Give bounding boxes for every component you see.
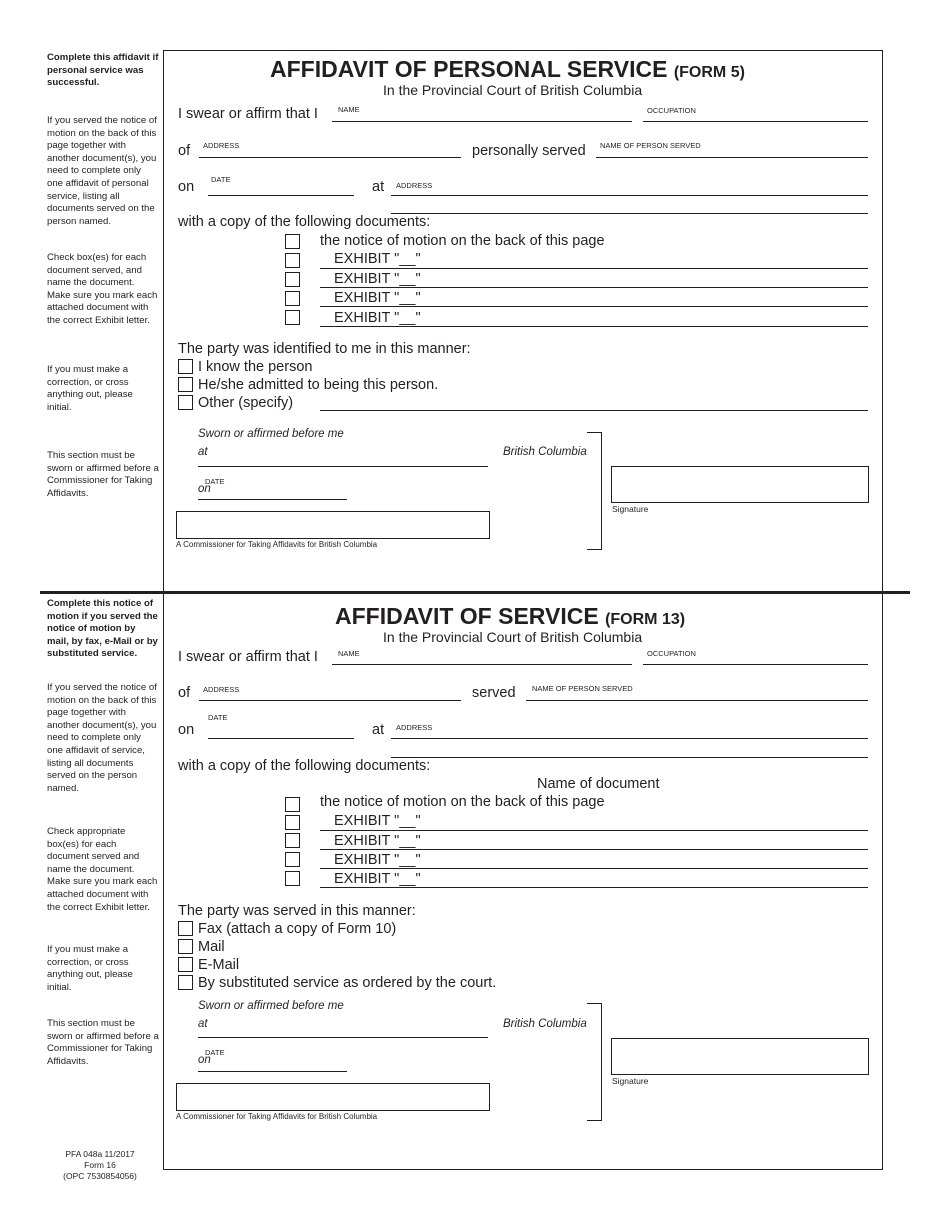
form5-date-field[interactable]	[208, 195, 354, 196]
form5-notice-label: the notice of motion on the back of this page	[320, 233, 605, 249]
form5-title-text: AFFIDAVIT OF PERSONAL SERVICE	[270, 56, 668, 82]
frame-right-top	[882, 50, 883, 591]
form5-notice-checkbox[interactable]	[285, 234, 300, 249]
form5-of-label: of	[178, 143, 191, 159]
form5-exhibit-label: EXHIBIT "__"	[334, 310, 421, 326]
form-code-footer	[45, 1149, 155, 1182]
form5-address-field[interactable]	[199, 157, 461, 158]
form5-sworn-at-label: at	[198, 446, 208, 458]
form5-name-label: NAME	[338, 105, 360, 114]
sidebar-top-p2: Check box(es) for each document served, and name the document. Make sure you mark each attached document with the correct Exhibit letter.	[47, 252, 158, 326]
form5-form-number: (FORM 5)	[673, 64, 745, 81]
form5-title	[270, 56, 745, 83]
sidebar-bottom-p1: If you served the notice of motion on the back of this page together with another document(s), you need to complete only one affidavit of service, listing all documents served on the person named.	[47, 682, 157, 794]
form5-manner-option: He/she admitted to being this person.	[198, 377, 439, 393]
form5-manner-heading: The party was identified to me in this manner:	[178, 341, 471, 357]
form5-signature-label: Signature	[612, 504, 649, 514]
form13-manner-option: By substituted service as ordered by the court.	[198, 975, 497, 991]
footer-line-3: (OPC 7530854056)	[63, 1171, 137, 1181]
form13-served-label: served	[472, 685, 516, 701]
form5-swear-label: I swear or affirm that I	[178, 106, 318, 122]
form13-title	[335, 603, 685, 630]
section-divider	[40, 591, 910, 594]
form13-service-address-field[interactable]	[391, 738, 868, 739]
form13-sworn-at-field[interactable]	[198, 1037, 488, 1038]
form13-exhibit-checkbox[interactable]	[285, 871, 300, 886]
form13-occupation-field[interactable]	[643, 664, 868, 665]
form13-exhibit-checkbox[interactable]	[285, 852, 300, 867]
form13-at-label: at	[372, 722, 385, 738]
footer-line-1: PFA 048a 11/2017	[65, 1149, 135, 1159]
sidebar-bottom-p3: If you must make a correction, or cross anything out, please initial.	[47, 944, 133, 993]
form13-sworn-on-label: on	[198, 1054, 211, 1066]
form13-signature-box[interactable]	[611, 1038, 869, 1075]
form5-exhibit-checkbox[interactable]	[285, 310, 300, 325]
form13-commissioner-box[interactable]	[176, 1083, 490, 1111]
form5-commissioner-label: A Commissioner for Taking Affidavits for British Columbia	[176, 540, 378, 549]
form13-manner-checkbox[interactable]	[178, 939, 193, 954]
form13-copy-label: with a copy of the following documents:	[178, 758, 431, 774]
form13-sworn-date-label: DATE	[205, 1048, 225, 1057]
form13-commissioner-label: A Commissioner for Taking Affidavits for British Columbia	[176, 1112, 378, 1121]
sidebar-bottom-intro: Complete this notice of motion if you served the notice of motion by mail, by fax, e-Mail or by substituted service.	[47, 598, 158, 660]
form13-manner-checkbox[interactable]	[178, 921, 193, 936]
form13-address-label: ADDRESS	[203, 685, 240, 694]
form13-exhibit-label: EXHIBIT "__"	[334, 852, 421, 868]
form13-exhibit-field[interactable]	[320, 868, 868, 869]
form5-commissioner-box[interactable]	[176, 511, 490, 539]
form5-exhibit-checkbox[interactable]	[285, 253, 300, 268]
form13-exhibit-field[interactable]	[320, 849, 868, 850]
form13-title-text: AFFIDAVIT OF SERVICE	[335, 603, 599, 629]
form13-name-of-document: Name of document	[537, 776, 660, 792]
form5-sworn-label: Sworn or affirmed before me	[198, 428, 344, 440]
form13-manner-checkbox[interactable]	[178, 975, 193, 990]
form13-on-label: on	[178, 722, 195, 738]
form5-manner-checkbox[interactable]	[178, 395, 193, 410]
form5-address-label: ADDRESS	[203, 141, 240, 150]
form13-exhibit-checkbox[interactable]	[285, 833, 300, 848]
form13-notice-label: the notice of motion on the back of this page	[320, 794, 605, 810]
form13-name-field[interactable]	[332, 664, 632, 665]
form5-manner-option: I know the person	[198, 359, 313, 375]
sidebar-top-p1: If you served the notice of motion on the back of this page together with another document(s), you need to complete only one affidavit of personal service, listing all documents served on the person named.	[47, 115, 157, 227]
form13-court: In the Provincial Court of British Columbia	[383, 629, 643, 645]
form5-sworn-date-label: DATE	[205, 477, 225, 486]
frame-left-bottom	[163, 594, 164, 1169]
form5-served-label: personally served	[472, 143, 586, 159]
frame-right-bottom	[882, 594, 883, 1169]
form13-manner-heading: The party was served in this manner:	[178, 903, 416, 919]
form5-date-label: DATE	[211, 175, 231, 184]
form13-manner-checkbox[interactable]	[178, 957, 193, 972]
form5-sworn-at-field[interactable]	[198, 466, 488, 467]
form13-notice-checkbox[interactable]	[285, 797, 300, 812]
form5-at-label: at	[372, 179, 385, 195]
form5-person-served-label: NAME OF PERSON SERVED	[600, 141, 701, 150]
form5-manner-checkbox[interactable]	[178, 377, 193, 392]
form13-service-address-label: ADDRESS	[396, 723, 433, 732]
sidebar-top-p4: This section must be sworn or affirmed before a Commissioner for Taking Affidavits.	[47, 450, 159, 499]
form13-swear-label: I swear or affirm that I	[178, 649, 318, 665]
form13-exhibit-label: EXHIBIT "__"	[334, 833, 421, 849]
form13-form-number: (FORM 13)	[605, 611, 686, 628]
form13-copy-line	[391, 757, 868, 758]
form5-signature-box[interactable]	[611, 466, 869, 503]
form5-service-address-label: ADDRESS	[396, 181, 433, 190]
form5-other-field[interactable]	[320, 410, 868, 411]
form13-sworn-at-label: at	[198, 1018, 208, 1030]
footer-line-2: Form 16	[84, 1160, 116, 1170]
form13-manner-option: Mail	[198, 939, 225, 955]
form5-sworn-date-field[interactable]	[198, 499, 347, 500]
form13-manner-option: Fax (attach a copy of Form 10)	[198, 921, 397, 937]
form5-exhibit-checkbox[interactable]	[285, 272, 300, 287]
form13-exhibit-field[interactable]	[320, 830, 868, 831]
form5-sworn-on-label: on	[198, 483, 211, 495]
form5-on-label: on	[178, 179, 195, 195]
form5-exhibit-label: EXHIBIT "__"	[334, 271, 421, 287]
form5-occupation-label: OCCUPATION	[647, 106, 696, 115]
form5-occupation-field[interactable]	[643, 121, 868, 122]
sidebar-intro: Complete this affidavit if personal service was successful.	[47, 52, 159, 89]
sidebar-top-p3: If you must make a correction, or cross anything out, please initial.	[47, 364, 133, 413]
form5-bc-label: British Columbia	[503, 446, 587, 458]
form5-exhibit-field[interactable]	[320, 287, 868, 288]
form13-date-field[interactable]	[208, 738, 354, 739]
form13-manner-option: E-Mail	[198, 957, 240, 973]
form5-bracket	[587, 432, 602, 550]
form13-exhibit-label: EXHIBIT "__"	[334, 871, 421, 887]
form13-bracket	[587, 1003, 602, 1121]
form5-service-address-field[interactable]	[391, 195, 868, 196]
form13-exhibit-label: EXHIBIT "__"	[334, 813, 421, 829]
frame-left-top	[163, 50, 164, 591]
form5-court: In the Provincial Court of British Columbia	[383, 82, 643, 98]
form5-exhibit-label: EXHIBIT "__"	[334, 290, 421, 306]
form5-name-field[interactable]	[332, 121, 632, 122]
form13-sworn-date-field[interactable]	[198, 1071, 347, 1072]
form13-bc-label: British Columbia	[503, 1018, 587, 1030]
form13-occupation-label: OCCUPATION	[647, 649, 696, 658]
form5-exhibit-field[interactable]	[320, 268, 868, 269]
form13-person-served-field[interactable]	[526, 700, 868, 701]
form5-copy-line	[391, 213, 868, 214]
sidebar-bottom-p4: This section must be sworn or affirmed before a Commissioner for Taking Affidavits.	[47, 1018, 159, 1067]
form13-exhibit-checkbox[interactable]	[285, 815, 300, 830]
form13-exhibit-field[interactable]	[320, 887, 868, 888]
form5-exhibit-label: EXHIBIT "__"	[334, 251, 421, 267]
form5-person-served-field[interactable]	[596, 157, 868, 158]
form5-exhibit-field[interactable]	[320, 326, 868, 327]
form5-exhibit-field[interactable]	[320, 306, 868, 307]
frame-bottom	[163, 1169, 883, 1170]
form13-name-label: NAME	[338, 649, 360, 658]
sidebar-top	[47, 52, 159, 90]
form13-date-label: DATE	[208, 713, 228, 722]
form13-signature-label: Signature	[612, 1076, 649, 1086]
form13-sworn-label: Sworn or affirmed before me	[198, 1000, 344, 1012]
form13-person-served-label: NAME OF PERSON SERVED	[532, 684, 633, 693]
sidebar-bottom-p2: Check appropriate box(es) for each document served and name the document. Make sure you mark each attached document with the correct Exhibit letter.	[47, 826, 158, 913]
form13-of-label: of	[178, 685, 191, 701]
form5-manner-option: Other (specify)	[198, 395, 294, 411]
form5-exhibit-checkbox[interactable]	[285, 291, 300, 306]
form5-copy-label: with a copy of the following documents:	[178, 214, 431, 230]
form5-manner-checkbox[interactable]	[178, 359, 193, 374]
form13-address-field[interactable]	[199, 700, 461, 701]
frame-top	[163, 50, 883, 51]
